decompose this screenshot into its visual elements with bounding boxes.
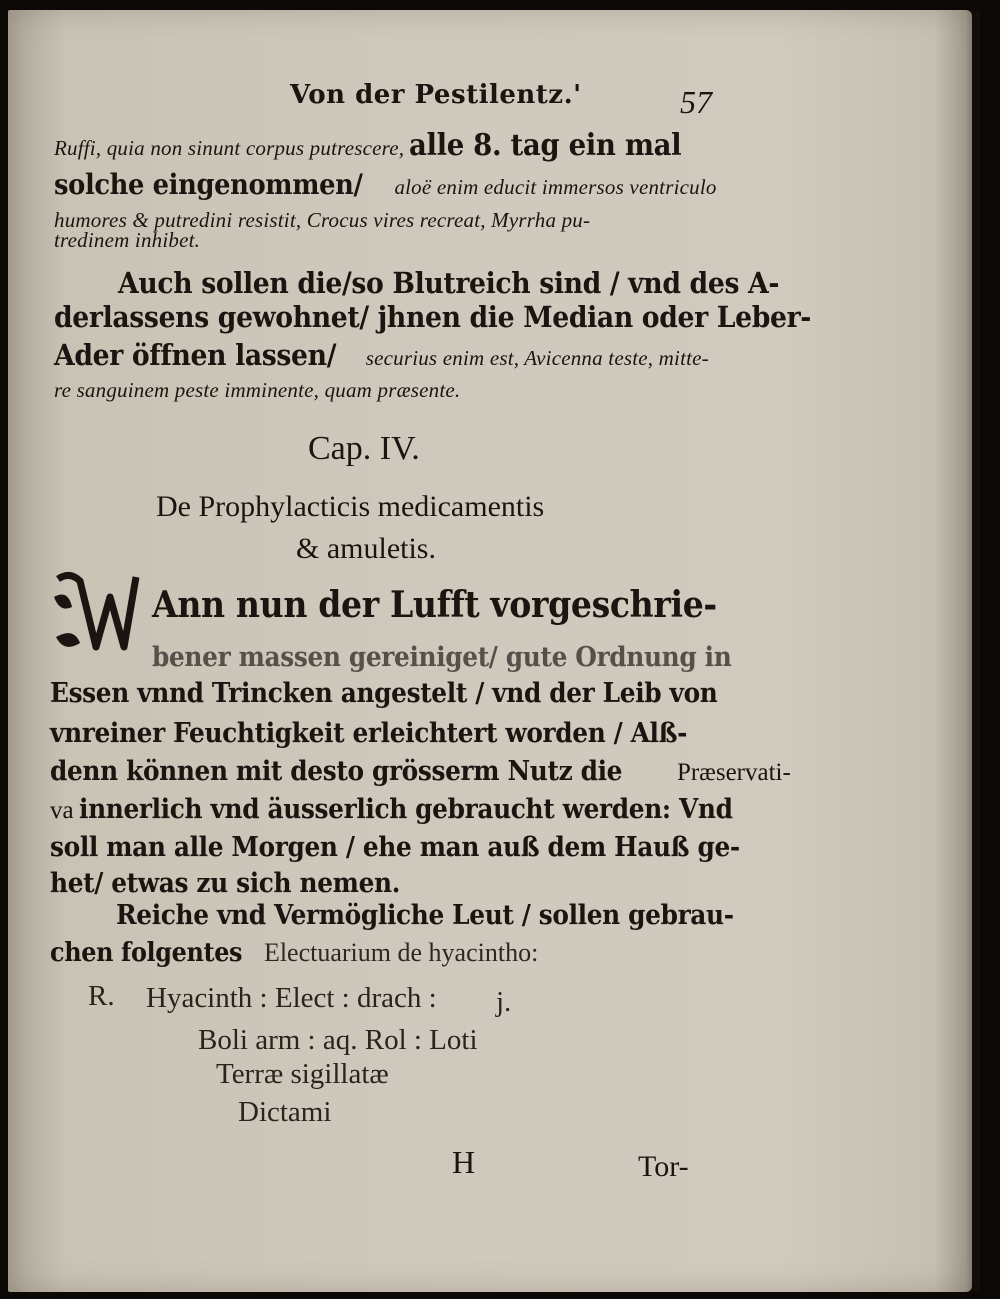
catchword: Tor- <box>638 1150 689 1183</box>
signature-mark: H <box>452 1144 476 1180</box>
main-line-7: soll man alle Morgen / ehe man auß dem Hauß ge- <box>50 832 740 863</box>
main-line-2: bener massen gereiniget/ gute Ordnung in <box>152 642 732 673</box>
main-line-5 <box>50 756 791 787</box>
second-line-4: re sanguinem peste imminente, quam præsente. <box>54 378 461 402</box>
decorated-initial <box>48 565 144 661</box>
latin-text: Ruffi, quia non sinunt corpus putrescere, <box>54 136 405 160</box>
second-line-2: derlassens gewohnet/ jhnen die Median oder Leber- <box>54 300 812 334</box>
chapter-title-line-2: & amuletis. <box>296 532 436 565</box>
recipe-symbol: R. <box>88 980 115 1012</box>
running-title: Von der Pestilentz.' <box>290 80 582 110</box>
german-text: chen folgentes <box>50 938 243 968</box>
recipe-item-1: Hyacinth : Elect : drach : <box>146 982 437 1014</box>
top-line-1 <box>54 128 705 163</box>
recipe-item-4: Dictami <box>238 1096 332 1128</box>
german-text: alle 8. tag ein mal <box>409 128 682 163</box>
recipe-item-3: Terræ sigillatæ <box>216 1058 389 1090</box>
rich-line-1: Reiche vnd Vermögliche Leut / sollen gebrau- <box>116 900 734 931</box>
top-line-2 <box>54 168 717 201</box>
page-number: 57 <box>680 84 712 120</box>
latin-text: aloë enim educit immersos ventriculo <box>394 175 717 199</box>
main-line-4: vnreiner Feuchtigkeit erleichtert worden / Alß- <box>50 718 688 749</box>
top-line-4: tredinem inhibet. <box>54 228 201 252</box>
german-text: innerlich vnd äusserlich gebraucht werden: Vnd <box>78 794 733 825</box>
main-line-3: Essen vnnd Trincken angestelt / vnd der Leib von <box>50 678 718 709</box>
german-text: solche eingenommen/ <box>54 168 363 201</box>
german-text: denn können mit desto grösserm Nutz die <box>50 756 623 787</box>
latin-text: Præservati- <box>676 759 791 786</box>
recipe-item-2: Boli arm : aq. Rol : Loti <box>198 1024 478 1056</box>
initial-flourish-icon <box>50 567 142 659</box>
chapter-heading: Cap. IV. <box>308 430 420 467</box>
rich-line-2 <box>50 938 538 968</box>
latin-text: va <box>50 797 74 824</box>
second-line-1: Auch sollen die/so Blutreich sind / vnd des A- <box>118 266 780 300</box>
chapter-title-line-1: De Prophylacticis medicamentis <box>156 490 545 523</box>
german-text: Ader öffnen lassen/ <box>54 338 337 372</box>
main-line-6 <box>50 794 789 825</box>
main-line-8: het/ etwas zu sich nemen. <box>50 868 400 899</box>
page-edge-shadow <box>966 10 980 1292</box>
second-line-3 <box>54 338 709 372</box>
top-line-3: humores & putredini resistit, Crocus vires recreat, Myrrha pu- <box>54 208 591 232</box>
main-line-1: Ann nun der Lufft vorgeschrie- <box>152 584 717 626</box>
recipe-item-1-quantity: j. <box>496 986 512 1018</box>
latin-text: securius enim est, Avicenna teste, mitte- <box>365 346 709 370</box>
latin-text: Electuarium de hyacintho: <box>263 938 539 967</box>
